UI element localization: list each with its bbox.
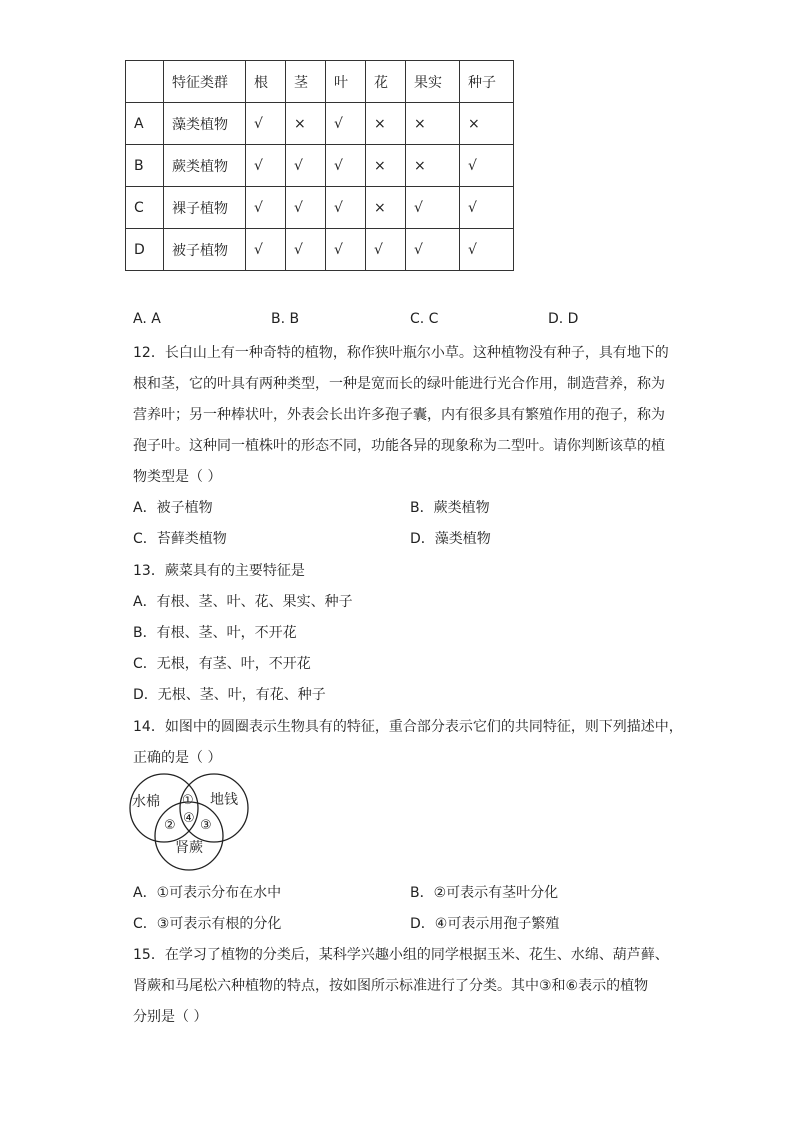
table-cell: √ (460, 187, 514, 229)
table-cell: × (406, 103, 460, 145)
table-cell: B (126, 145, 164, 187)
table-cell: √ (326, 103, 366, 145)
q11-option-b: B. B (271, 311, 300, 327)
table-cell: √ (326, 187, 366, 229)
venn-label-bottom: 肾蕨 (175, 840, 203, 856)
table-header-cell: 种子 (460, 61, 514, 103)
q14-stem-line: 正确的是（ ） (133, 750, 222, 766)
q13-option-b: B．有根、茎、叶，不开花 (133, 625, 297, 641)
table-cell: 藻类植物 (164, 103, 246, 145)
table-cell: √ (246, 229, 286, 271)
table-cell: C (126, 187, 164, 229)
q14-option-a: A．①可表示分布在水中 (133, 885, 282, 901)
table-cell: × (366, 145, 406, 187)
table-row (126, 103, 514, 145)
q14-stem-line: 14．如图中的圆圈表示生物具有的特征，重合部分表示它们的共同特征，则下列描述中， (133, 719, 683, 735)
table-cell: √ (246, 187, 286, 229)
venn-diagram (128, 772, 252, 872)
q15-stem-line: 肾蕨和马尾松六种植物的特点，按如图所示标准进行了分类。其中③和⑥表示的植物 (133, 978, 649, 994)
venn-region-2: ② (164, 818, 176, 833)
q12-stem-line: 营养叶；另一种棒状叶，外表会长出许多孢子囊，内有很多具有繁殖作用的孢子，称为 (133, 407, 665, 423)
q13-option-a: A．有根、茎、叶、花、果实、种子 (133, 594, 353, 610)
q11-option-d: D. D (548, 311, 579, 327)
q12-option-a: A．被子植物 (133, 500, 213, 516)
q11-option-a: A. A (133, 311, 161, 327)
table-header-cell: 根 (246, 61, 286, 103)
venn-label-left: 水棉 (132, 794, 160, 810)
table-cell: × (286, 103, 326, 145)
table-header-cell: 花 (366, 61, 406, 103)
venn-label-right: 地钱 (210, 792, 238, 808)
q12-option-d: D．藻类植物 (410, 531, 491, 547)
table-cell: √ (366, 229, 406, 271)
table-cell: √ (326, 229, 366, 271)
table-cell: √ (286, 187, 326, 229)
table-header-cell: 叶 (326, 61, 366, 103)
plant-feature-table (125, 60, 514, 271)
table-header-cell: 果实 (406, 61, 460, 103)
table-cell: A (126, 103, 164, 145)
q12-stem-line: 孢子叶。这种同一植株叶的形态不同，功能各异的现象称为二型叶。请你判断该草的植 (133, 438, 665, 454)
table-cell: √ (460, 145, 514, 187)
table-cell: √ (460, 229, 514, 271)
table-header-row (126, 61, 514, 103)
table-cell: × (366, 187, 406, 229)
q12-stem-line: 物类型是（ ） (133, 469, 222, 485)
table-header-cell (126, 61, 164, 103)
q12-stem-line: 12．长白山上有一种奇特的植物，称作狭叶瓶尔小草。这种植物没有种子，具有地下的 (133, 345, 669, 361)
table-row (126, 145, 514, 187)
table-cell: 裸子植物 (164, 187, 246, 229)
q15-stem-line: 分别是（ ） (133, 1009, 208, 1025)
q14-option-b: B．②可表示有茎叶分化 (410, 885, 559, 901)
q14-option-d: D．④可表示用孢子繁殖 (410, 916, 560, 932)
table-row (126, 187, 514, 229)
q13-stem: 13．蕨菜具有的主要特征是 (133, 563, 305, 579)
table-cell: 蕨类植物 (164, 145, 246, 187)
table-cell: √ (246, 103, 286, 145)
table-header-cell: 特征类群 (164, 61, 246, 103)
q11-option-c: C. C (410, 311, 439, 327)
table-cell: × (406, 145, 460, 187)
table-cell: √ (286, 229, 326, 271)
venn-region-1: ① (182, 793, 194, 808)
q13-option-d: D．无根、茎、叶，有花、种子 (133, 687, 326, 703)
table-cell: √ (246, 145, 286, 187)
table-cell: × (366, 103, 406, 145)
venn-circle-right (180, 774, 248, 842)
q12-option-b: B．蕨类植物 (410, 500, 490, 516)
table-cell: √ (406, 187, 460, 229)
q14-option-c: C．③可表示有根的分化 (133, 916, 282, 932)
q12-option-c: C．苔藓类植物 (133, 531, 227, 547)
table-cell: √ (326, 145, 366, 187)
table-header-cell: 茎 (286, 61, 326, 103)
venn-region-4: ④ (183, 811, 195, 826)
q12-stem-line: 根和茎，它的叶具有两种类型，一种是宽而长的绿叶能进行光合作用，制造营养，称为 (133, 376, 665, 392)
table-cell: 被子植物 (164, 229, 246, 271)
q15-stem-line: 15．在学习了植物的分类后，某科学兴趣小组的同学根据玉米、花生、水绵、葫芦藓、 (133, 947, 669, 963)
table-cell: √ (406, 229, 460, 271)
table-row (126, 229, 514, 271)
table-cell: × (460, 103, 514, 145)
table-cell: D (126, 229, 164, 271)
q13-option-c: C．无根，有茎、叶，不开花 (133, 656, 311, 672)
table-cell: √ (286, 145, 326, 187)
venn-region-3: ③ (200, 818, 212, 833)
